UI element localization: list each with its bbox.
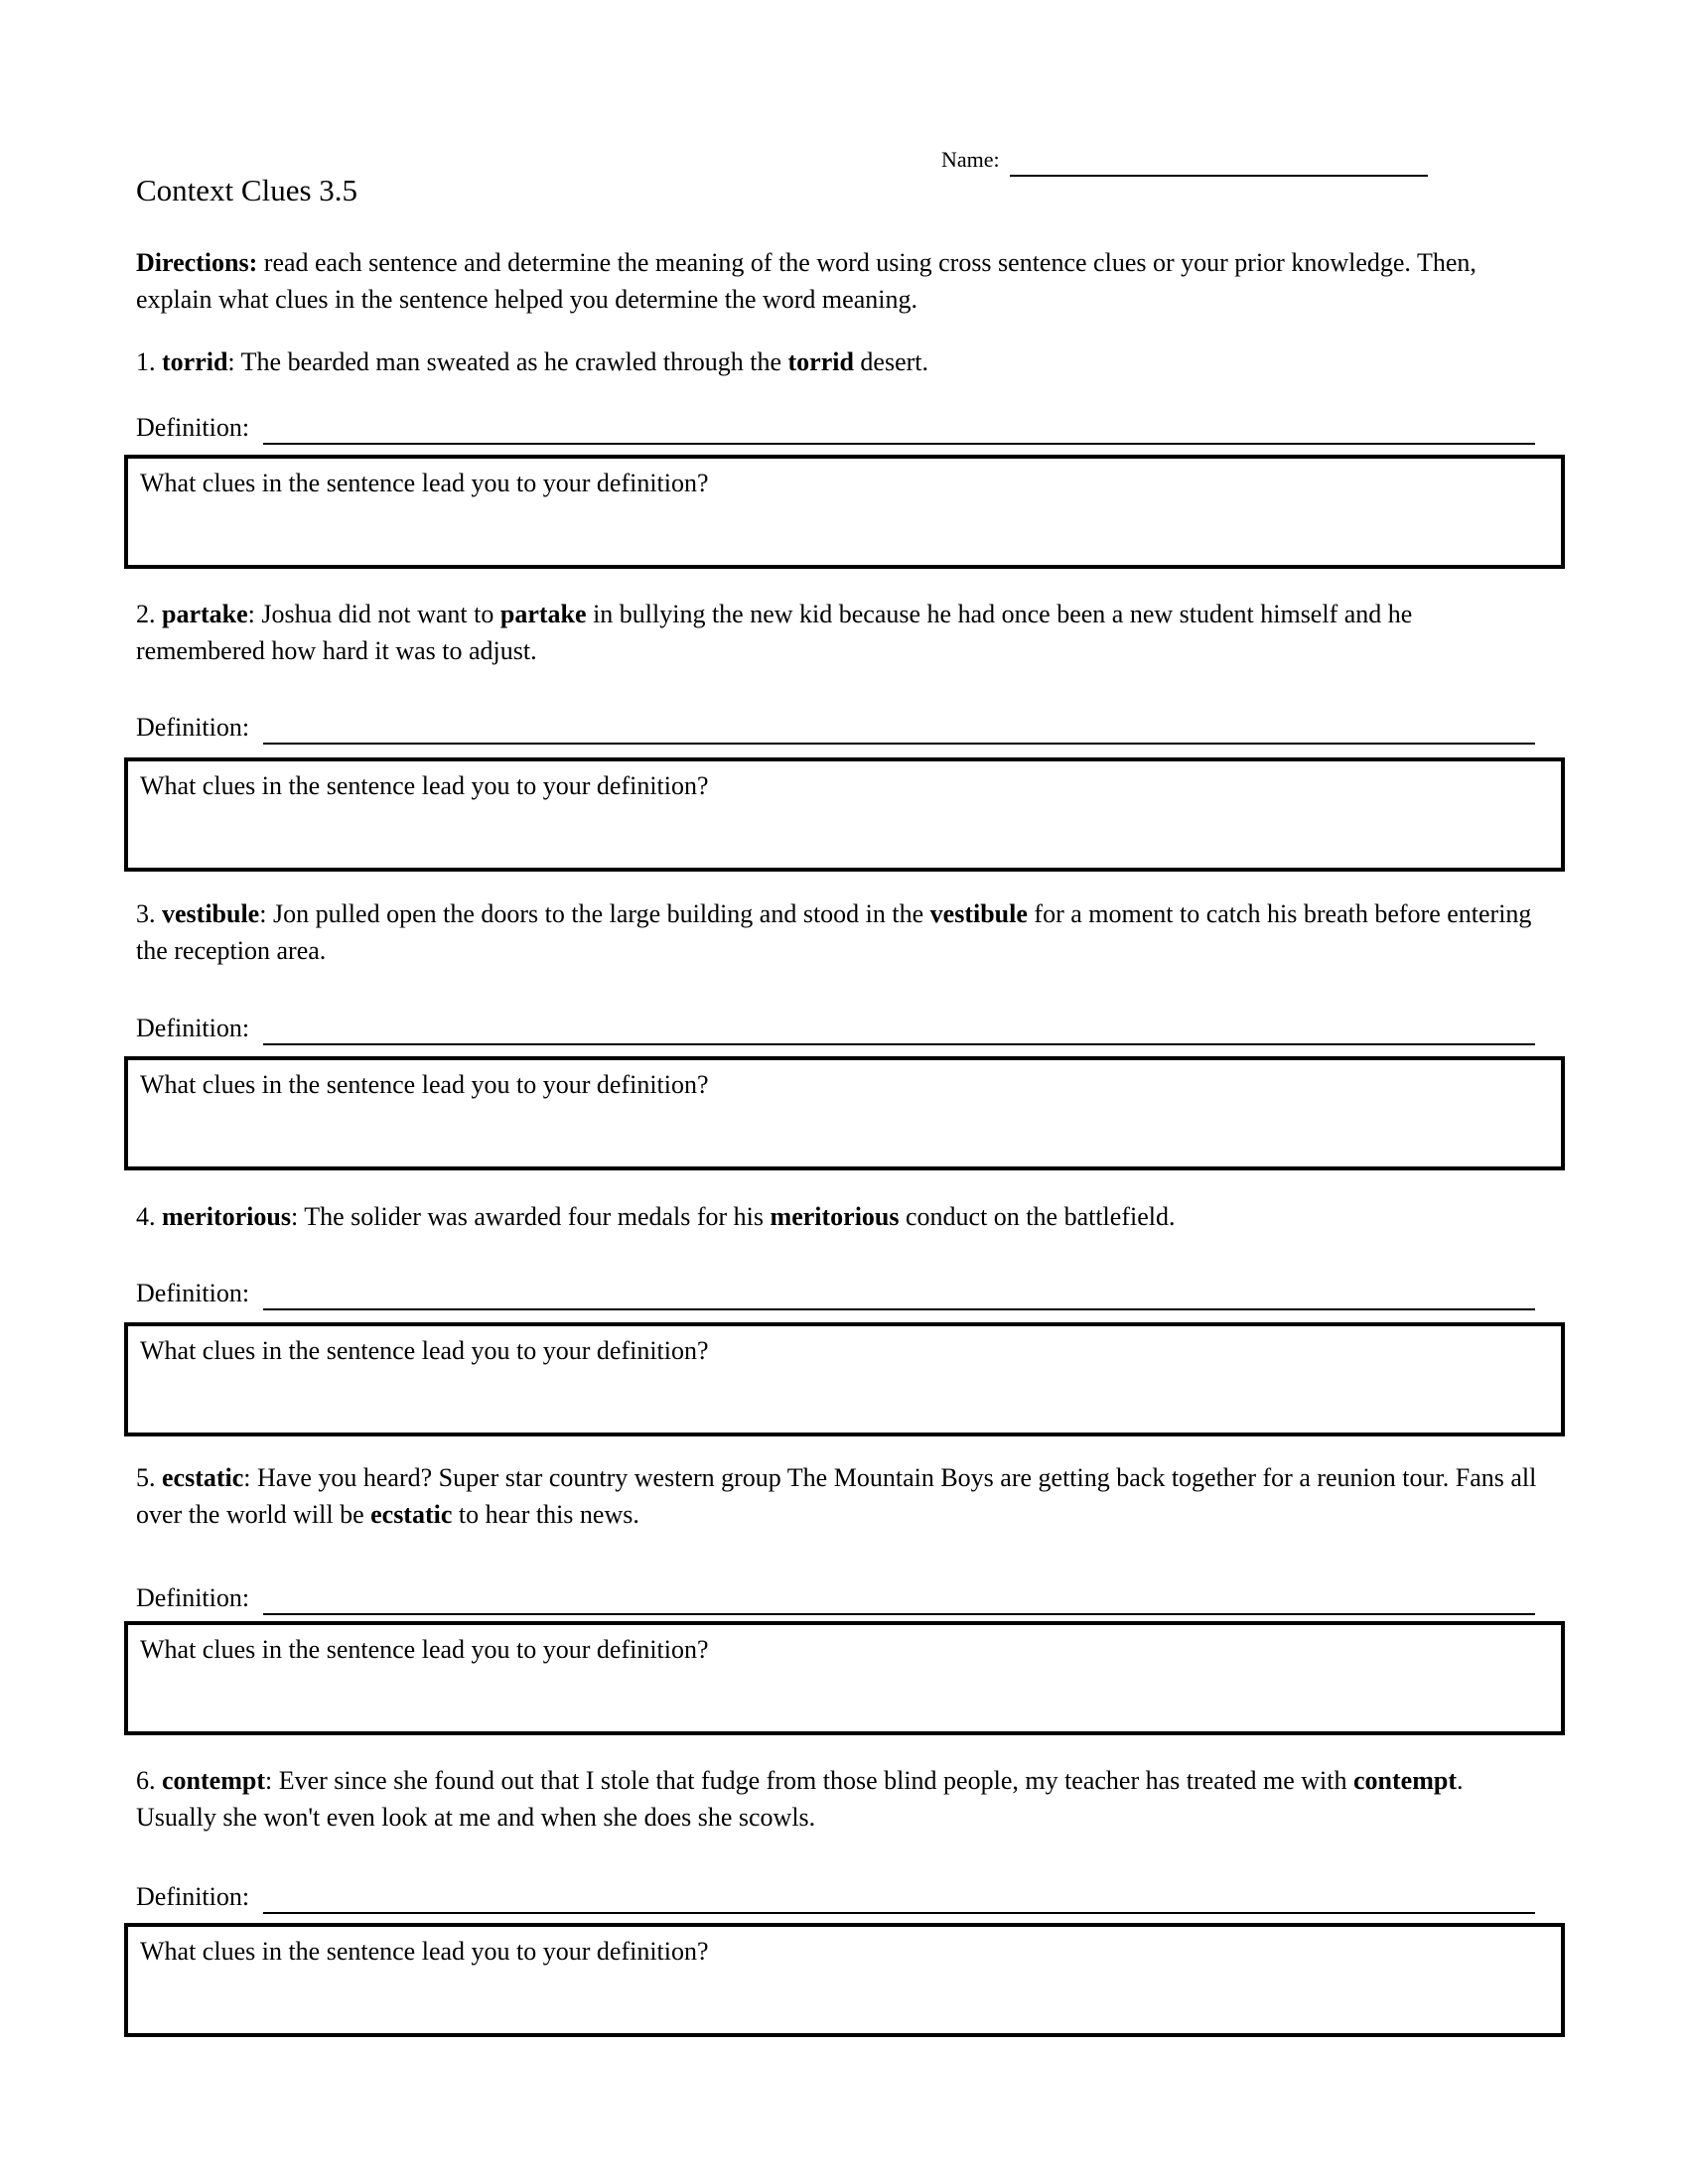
sentence-text: in bullying the new kid because he had once been a new student himself and he remembered how hard it was to adjust.: [136, 600, 1413, 665]
page-title: Context Clues 3.5: [136, 173, 358, 207]
definition-label: Definition:: [136, 1882, 250, 1911]
directions-label: Directions:: [136, 248, 258, 277]
vocab-word: vestibule: [162, 899, 260, 928]
name-field-row: [941, 141, 1428, 177]
sentence-text: conduct on the battlefield.: [899, 1202, 1176, 1231]
clues-answer-box[interactable]: [124, 757, 1565, 872]
definition-label: Definition:: [136, 1279, 250, 1307]
item-number: 5.: [136, 1463, 156, 1492]
definition-blank[interactable]: [263, 1579, 1535, 1615]
sentence-text: : Have you heard? Super star country western group The Mountain Boys are getting back together for a reunion tour. Fans all over the world will be: [136, 1463, 1537, 1529]
item-number: 4.: [136, 1202, 156, 1231]
definition-label: Definition:: [136, 413, 250, 442]
clues-question: What clues in the sentence lead you to your definition?: [140, 771, 709, 800]
clues-question: What clues in the sentence lead you to your definition?: [140, 469, 709, 497]
sentence-text: : The solider was awarded four medals for his: [290, 1202, 771, 1231]
item-number: 3.: [136, 899, 156, 928]
vocab-word: ecstatic: [162, 1463, 244, 1492]
name-label: Name:: [941, 147, 1000, 172]
definition-blank[interactable]: [263, 709, 1535, 745]
clues-question: What clues in the sentence lead you to your definition?: [140, 1070, 709, 1099]
sentence-text: : Jon pulled open the doors to the large building and stood in the: [259, 899, 930, 928]
vocab-word-repeat: torrid: [787, 347, 854, 376]
vocab-word-repeat: partake: [499, 600, 587, 628]
clues-answer-box[interactable]: [124, 1322, 1565, 1436]
definition-label: Definition:: [136, 713, 250, 742]
item-sentence: [136, 343, 1540, 380]
sentence-text: : The bearded man sweated as he crawled through the: [227, 347, 788, 376]
item-number: 2.: [136, 600, 156, 628]
clues-question: What clues in the sentence lead you to your definition?: [140, 1635, 709, 1664]
item-number: 6.: [136, 1766, 156, 1795]
definition-label: Definition:: [136, 1583, 250, 1612]
sentence-text: : Ever since she found out that I stole that fudge from those blind people, my teacher has treated me with: [264, 1766, 1353, 1795]
item-number: 1.: [136, 347, 156, 376]
definition-row: [136, 409, 1535, 445]
vocab-word: meritorious: [162, 1202, 291, 1231]
item-sentence: [136, 1762, 1540, 1836]
definition-blank[interactable]: [263, 1878, 1535, 1914]
vocab-word: partake: [162, 600, 248, 628]
sentence-text: to hear this news.: [452, 1500, 639, 1529]
definition-label: Definition:: [136, 1014, 250, 1042]
item-sentence: [136, 596, 1540, 669]
clues-answer-box[interactable]: [124, 455, 1565, 569]
sentence-text: : Joshua did not want to: [247, 600, 500, 628]
definition-row: [136, 709, 1535, 745]
item-sentence: [136, 1459, 1540, 1533]
sentence-text: desert.: [853, 347, 929, 376]
definition-blank[interactable]: [263, 409, 1535, 445]
definition-blank[interactable]: [263, 1010, 1535, 1045]
vocab-word-repeat: ecstatic: [370, 1500, 453, 1529]
definition-row: [136, 1579, 1535, 1615]
vocab-word: torrid: [162, 347, 228, 376]
vocab-word: contempt: [162, 1766, 265, 1795]
clues-answer-box[interactable]: [124, 1621, 1565, 1735]
item-sentence: [136, 895, 1540, 969]
clues-question: What clues in the sentence lead you to your definition?: [140, 1937, 709, 1966]
clues-answer-box[interactable]: [124, 1056, 1565, 1170]
definition-row: [136, 1878, 1535, 1914]
directions-paragraph: [136, 244, 1540, 318]
vocab-word-repeat: meritorious: [770, 1202, 900, 1231]
directions-text: read each sentence and determine the meaning of the word using cross sentence clues or your prior knowledge. Then, explain what clues in the sentence helped you determine the word meaning.: [136, 248, 1477, 314]
definition-row: [136, 1010, 1535, 1045]
item-sentence: [136, 1198, 1540, 1235]
name-blank[interactable]: [1010, 141, 1428, 177]
clues-question: What clues in the sentence lead you to your definition?: [140, 1336, 709, 1365]
definition-row: [136, 1275, 1535, 1310]
vocab-word-repeat: contempt: [1353, 1766, 1457, 1795]
vocab-word-repeat: vestibule: [929, 899, 1028, 928]
clues-answer-box[interactable]: [124, 1923, 1565, 2037]
definition-blank[interactable]: [263, 1275, 1535, 1310]
sentence-text: . Usually she won't even look at me and when she does she scowls.: [136, 1766, 1464, 1832]
sentence-text: for a moment to catch his breath before entering the reception area.: [136, 899, 1532, 965]
